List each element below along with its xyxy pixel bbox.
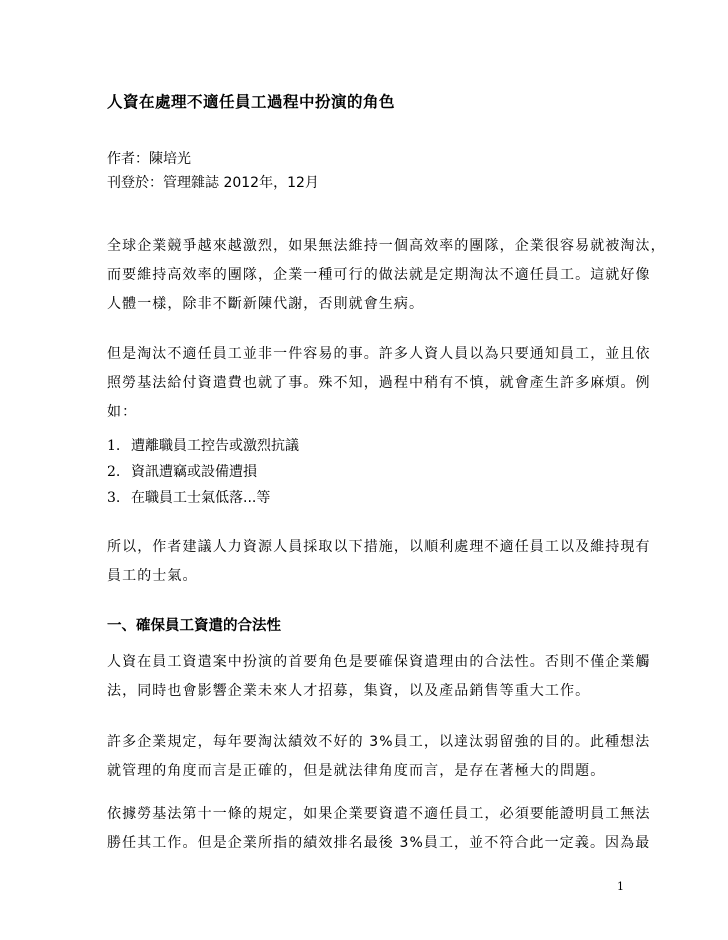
publication-line: 刊登於：管理雜誌 2012年，12月 [107, 175, 319, 191]
paragraph-line: 照勞基法給付資遣費也就了事。殊不知，過程中稍有不慎，就會產生許多麻煩。例 [107, 375, 651, 391]
list-text: 在職員工士氣低落...等 [131, 490, 271, 506]
paragraph-difficulty [107, 340, 651, 427]
author-line: 作者：陳培光 [107, 151, 191, 167]
page-number: 1 [617, 880, 624, 893]
paragraph-line: 依據勞基法第十一條的規定，如果企業要資遣不適任員工，必須要能證明員工無法 [107, 806, 651, 822]
paragraph-three-percent [107, 728, 651, 786]
paragraph-line: 許多企業規定，每年要淘汰績效不好的 3%員工，以達汰弱留強的目的。此種想法 [107, 734, 651, 750]
paragraph-line: 而要維持高效率的團隊，企業一種可行的做法就是定期淘汰不適任員工。這就好像 [107, 267, 651, 283]
paragraph-recommendation [107, 533, 651, 591]
list-text: 資訊遭竊或設備遭損 [131, 464, 257, 480]
paragraph-line: 所以，作者建議人力資源人員採取以下措施，以順利處理不適任員工以及維持現有 [107, 539, 651, 555]
paragraph-line: 人資在員工資遣案中扮演的首要角色是要確保資遣理由的合法性。否則不僅企業觸 [107, 654, 651, 670]
paragraph-intro [107, 232, 666, 319]
list-number: 3. [107, 490, 121, 506]
paragraph-legality [107, 648, 651, 706]
paragraph-line: 如： [107, 404, 138, 420]
list-item [107, 433, 299, 459]
document-title: 人資在處理不適任員工過程中扮演的角色 [107, 93, 396, 111]
section-heading: 一、確保員工資遣的合法性 [107, 618, 281, 634]
paragraph-line: 但是淘汰不適任員工並非一件容易的事。許多人資人員以為只要通知員工，並且依 [107, 346, 651, 362]
problem-list [107, 433, 299, 511]
list-number: 1. [107, 438, 121, 454]
paragraph-line: 全球企業競爭越來越激烈，如果無法維持一個高效率的團隊，企業很容易就被淘汰， [107, 238, 666, 254]
paragraph-line: 勝任其工作。但是企業所指的績效排名最後 3%員工，並不符合此一定義。因為最 [107, 835, 651, 851]
paragraph-line: 人體一樣，除非不斷新陳代謝，否則就會生病。 [107, 296, 425, 312]
list-item [107, 459, 299, 485]
paragraph-line: 法，同時也會影響企業未來人才招募，集資，以及產品銷售等重大工作。 [107, 683, 591, 699]
paragraph-labor-law [107, 800, 651, 858]
list-text: 遭離職員工控告或激烈抗議 [131, 438, 299, 454]
list-item [107, 485, 299, 511]
list-number: 2. [107, 464, 121, 480]
paragraph-line: 員工的士氣。 [107, 568, 198, 584]
paragraph-line: 就管理的角度而言是正確的，但是就法律角度而言，是存在著極大的問題。 [107, 763, 606, 779]
